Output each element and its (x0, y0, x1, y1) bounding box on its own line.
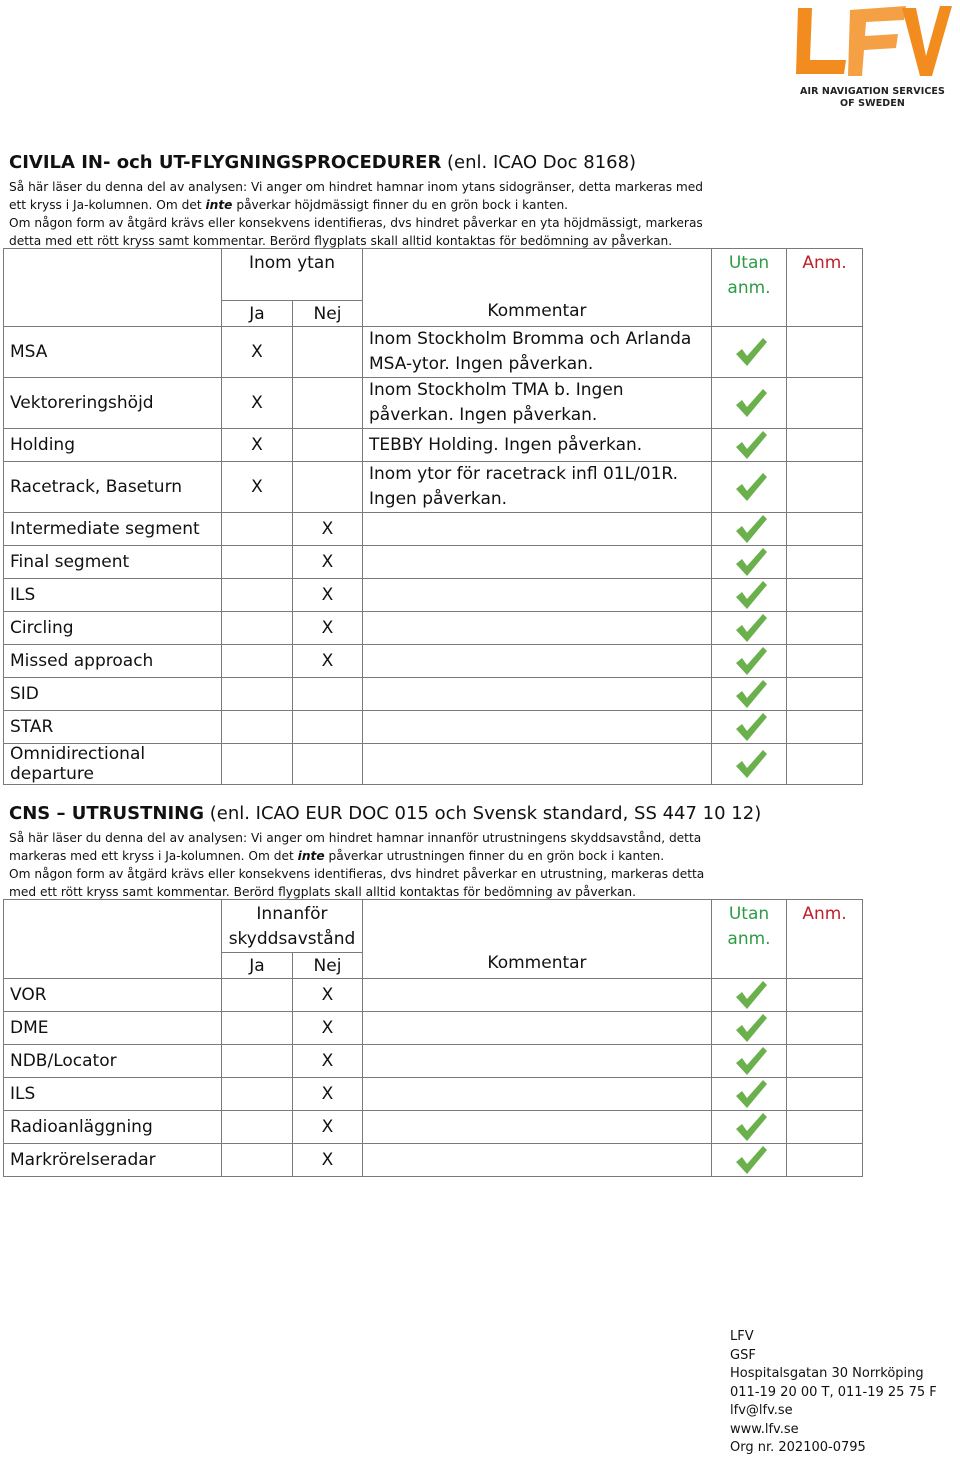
civil-intro-paragraph-1 (9, 178, 709, 214)
green-checkmark-icon (734, 1013, 768, 1043)
civil-procedures-table (3, 248, 863, 785)
cns-header-nej: Nej (293, 953, 363, 979)
green-checkmark-icon (734, 1046, 768, 1076)
civil-procedures-section (9, 152, 709, 250)
green-checkmark-icon (734, 712, 768, 742)
nej-cell: X (293, 546, 363, 579)
utan-anm-cell (712, 429, 787, 462)
comment-cell (363, 1045, 712, 1078)
row-label: Circling (4, 612, 222, 645)
row-label: STAR (4, 711, 222, 744)
green-checkmark-icon (734, 388, 768, 418)
cns-title-bold: CNS – UTRUSTNING (9, 803, 204, 824)
ja-cell: X (222, 429, 293, 462)
cns-intro-1b: påverkar utrustningen finner du en grön bock i kanten. (324, 849, 665, 863)
utan-anm-cell (712, 744, 787, 785)
anm-cell (787, 1144, 863, 1177)
ja-cell: X (222, 327, 293, 378)
nej-cell: X (293, 612, 363, 645)
green-checkmark-icon (734, 514, 768, 544)
utan-anm-cell (712, 711, 787, 744)
civil-title-bold: CIVILA IN- och UT-FLYGNINGSPROCEDURER (9, 152, 442, 173)
ja-cell (222, 678, 293, 711)
anm-cell (787, 378, 863, 429)
row-label: SID (4, 678, 222, 711)
civil-header-nej: Nej (293, 301, 363, 327)
row-label: ILS (4, 579, 222, 612)
nej-cell: X (293, 1012, 363, 1045)
ja-cell (222, 979, 293, 1012)
table-row (4, 378, 863, 429)
footer-line: 011-19 20 00 T, 011-19 25 75 F (730, 1384, 937, 1400)
nej-cell: X (293, 1078, 363, 1111)
civil-header-group: Inom ytan (222, 249, 363, 301)
green-checkmark-icon (734, 472, 768, 502)
comment-cell: Inom Stockholm Bromma och Arlanda MSA-ytor. Ingen påverkan. (363, 327, 712, 378)
comment-cell: TEBBY Holding. Ingen påverkan. (363, 429, 712, 462)
green-checkmark-icon (734, 749, 768, 779)
civil-header-anm: Anm. (787, 249, 863, 327)
cns-header-ja: Ja (222, 953, 293, 979)
comment-cell (363, 1144, 712, 1177)
row-label: Markrörelseradar (4, 1144, 222, 1177)
comment-cell (363, 645, 712, 678)
footer-line: Hospitalsgatan 30 Norrköping (730, 1366, 924, 1381)
comment-cell (363, 979, 712, 1012)
ja-cell: X (222, 462, 293, 513)
utan-anm-cell (712, 645, 787, 678)
ja-cell (222, 1144, 293, 1177)
civil-header-row-1 (4, 249, 863, 301)
table-row (4, 327, 863, 378)
logo-subtitle-line2: OF SWEDEN (840, 98, 905, 109)
nej-cell (293, 378, 363, 429)
cns-intro-emphasis: inte (297, 849, 325, 863)
civil-intro-paragraph-2: Om någon form av åtgärd krävs eller konsekvens identifieras, dvs hindret påverkar en yta höjdmässigt, markeras detta med ett rött kryss samt kommentar. Berörd flygplats skall alltid kontaktas för bedömning av påverkan. (9, 216, 703, 248)
utan-anm-cell (712, 327, 787, 378)
table-row (4, 979, 863, 1012)
green-checkmark-icon (734, 646, 768, 676)
table-row (4, 744, 863, 785)
ja-cell (222, 513, 293, 546)
anm-cell (787, 645, 863, 678)
nej-cell (293, 744, 363, 785)
utan-anm-cell (712, 546, 787, 579)
ja-cell (222, 711, 293, 744)
ja-cell (222, 612, 293, 645)
green-checkmark-icon (734, 430, 768, 460)
anm-cell (787, 744, 863, 785)
green-checkmark-icon (734, 580, 768, 610)
table-row (4, 645, 863, 678)
nej-cell (293, 678, 363, 711)
table-row (4, 462, 863, 513)
row-label: Radioanläggning (4, 1111, 222, 1144)
cns-intro-1a: Så här läser du denna del av analysen: Vi anger om hindret hamnar innanför utrustningens skyddsavstånd, detta markeras med ett kryss i Ja-kolumnen. Om det (9, 831, 702, 863)
cns-header-anm: Anm. (787, 900, 863, 979)
nej-cell: X (293, 979, 363, 1012)
nej-cell (293, 429, 363, 462)
row-label: NDB/Locator (4, 1045, 222, 1078)
utan-anm-cell (712, 1111, 787, 1144)
cns-header-comment: Kommentar (363, 900, 712, 979)
lfv-wordmark-logo (794, 2, 954, 84)
row-label: Vektoreringshöjd (4, 378, 222, 429)
civil-intro-1b: påverkar höjdmässigt finner du en grön bock i kanten. (232, 198, 569, 212)
lfv-logo (794, 2, 954, 110)
anm-cell (787, 1045, 863, 1078)
anm-cell (787, 462, 863, 513)
ja-cell (222, 1078, 293, 1111)
cns-equipment-table (3, 899, 863, 1177)
row-label: Racetrack, Baseturn (4, 462, 222, 513)
civil-header-blank (4, 249, 222, 327)
comment-cell (363, 579, 712, 612)
utan-anm-cell (712, 579, 787, 612)
civil-intro-1a: Så här läser du denna del av analysen: Vi anger om hindret hamnar inom ytans sidogränser, detta markeras med ett kryss i Ja-kolumnen. Om det (9, 180, 704, 212)
row-label: Intermediate segment (4, 513, 222, 546)
comment-cell (363, 678, 712, 711)
row-label: Missed approach (4, 645, 222, 678)
green-checkmark-icon (734, 1079, 768, 1109)
comment-cell (363, 744, 712, 785)
green-checkmark-icon (734, 337, 768, 367)
ja-cell (222, 579, 293, 612)
footer-line: www.lfv.se (730, 1421, 799, 1437)
green-checkmark-icon (734, 679, 768, 709)
cns-header-blank (4, 900, 222, 979)
footer-line: Org nr. 202100-0795 (730, 1440, 866, 1455)
utan-anm-cell (712, 678, 787, 711)
anm-cell (787, 678, 863, 711)
table-row (4, 1078, 863, 1111)
anm-cell (787, 546, 863, 579)
table-row (4, 1111, 863, 1144)
row-label: VOR (4, 979, 222, 1012)
anm-cell (787, 429, 863, 462)
logo-subtitle-line1: AIR NAVIGATION SERVICES (800, 86, 945, 97)
utan-anm-cell (712, 612, 787, 645)
civil-header-ja: Ja (222, 301, 293, 327)
nej-cell: X (293, 579, 363, 612)
ja-cell (222, 645, 293, 678)
table-row (4, 429, 863, 462)
comment-cell (363, 1078, 712, 1111)
ja-cell: X (222, 378, 293, 429)
ja-cell (222, 1045, 293, 1078)
cns-title-rest: (enl. ICAO EUR DOC 015 och Svensk standard, SS 447 10 12) (204, 803, 762, 824)
anm-cell (787, 513, 863, 546)
green-checkmark-icon (734, 980, 768, 1010)
table-row (4, 711, 863, 744)
comment-cell (363, 1012, 712, 1045)
comment-cell (363, 612, 712, 645)
table-row (4, 612, 863, 645)
green-checkmark-icon (734, 1112, 768, 1142)
nej-cell: X (293, 513, 363, 546)
cns-header-utan-anm: Utan anm. (712, 900, 787, 979)
comment-cell (363, 1111, 712, 1144)
anm-cell (787, 979, 863, 1012)
row-label: MSA (4, 327, 222, 378)
comment-cell: Inom ytor för racetrack infl 01L/01R. Ingen påverkan. (363, 462, 712, 513)
utan-anm-cell (712, 1078, 787, 1111)
table-row (4, 1045, 863, 1078)
nej-cell (293, 327, 363, 378)
civil-header-comment: Kommentar (363, 249, 712, 327)
cns-intro-paragraph-2: Om någon form av åtgärd krävs eller konsekvens identifieras, dvs hindret påverkar en utrustning, markeras detta med ett rött kryss samt kommentar. Berörd flygplats skall alltid kontaktas för bedömning av påverkan. (9, 867, 705, 899)
ja-cell (222, 1012, 293, 1045)
table-row (4, 513, 863, 546)
utan-anm-cell (712, 1144, 787, 1177)
cns-header-group: Innanför skyddsavstånd (222, 900, 363, 953)
nej-cell (293, 462, 363, 513)
nej-cell (293, 711, 363, 744)
table-row (4, 579, 863, 612)
comment-cell (363, 513, 712, 546)
green-checkmark-icon (734, 613, 768, 643)
ja-cell (222, 744, 293, 785)
utan-anm-cell (712, 462, 787, 513)
nej-cell: X (293, 1045, 363, 1078)
anm-cell (787, 612, 863, 645)
cns-equipment-section (9, 803, 762, 901)
ja-cell (222, 546, 293, 579)
utan-anm-cell (712, 1045, 787, 1078)
civil-title-rest: (enl. ICAO Doc 8168) (441, 152, 637, 173)
anm-cell (787, 711, 863, 744)
green-checkmark-icon (734, 1145, 768, 1175)
row-label: Final segment (4, 546, 222, 579)
footer-line: GSF (730, 1347, 756, 1363)
utan-anm-cell (712, 1012, 787, 1045)
nej-cell: X (293, 645, 363, 678)
ja-cell (222, 1111, 293, 1144)
footer-line: LFV (730, 1329, 754, 1344)
civil-section-title (9, 152, 709, 173)
anm-cell (787, 1111, 863, 1144)
table-row (4, 1012, 863, 1045)
table-row (4, 546, 863, 579)
comment-cell (363, 711, 712, 744)
table-row (4, 1144, 863, 1177)
anm-cell (787, 1078, 863, 1111)
utan-anm-cell (712, 378, 787, 429)
comment-cell (363, 546, 712, 579)
anm-cell (787, 1012, 863, 1045)
anm-cell (787, 579, 863, 612)
footer-line: lfv@lfv.se (730, 1403, 793, 1418)
utan-anm-cell (712, 513, 787, 546)
footer-contact-block (730, 1328, 937, 1458)
table-row (4, 678, 863, 711)
row-label: DME (4, 1012, 222, 1045)
civil-intro-emphasis: inte (205, 198, 233, 212)
row-label: Omnidirectional departure (4, 744, 222, 785)
green-checkmark-icon (734, 547, 768, 577)
nej-cell: X (293, 1111, 363, 1144)
utan-anm-cell (712, 979, 787, 1012)
comment-cell: Inom Stockholm TMA b. Ingen påverkan. Ingen påverkan. (363, 378, 712, 429)
cns-section-title (9, 803, 762, 824)
cns-intro-paragraph-1 (9, 829, 709, 865)
row-label: ILS (4, 1078, 222, 1111)
civil-header-utan-anm: Utan anm. (712, 249, 787, 327)
row-label: Holding (4, 429, 222, 462)
cns-header-row-1 (4, 900, 863, 953)
anm-cell (787, 327, 863, 378)
nej-cell: X (293, 1144, 363, 1177)
